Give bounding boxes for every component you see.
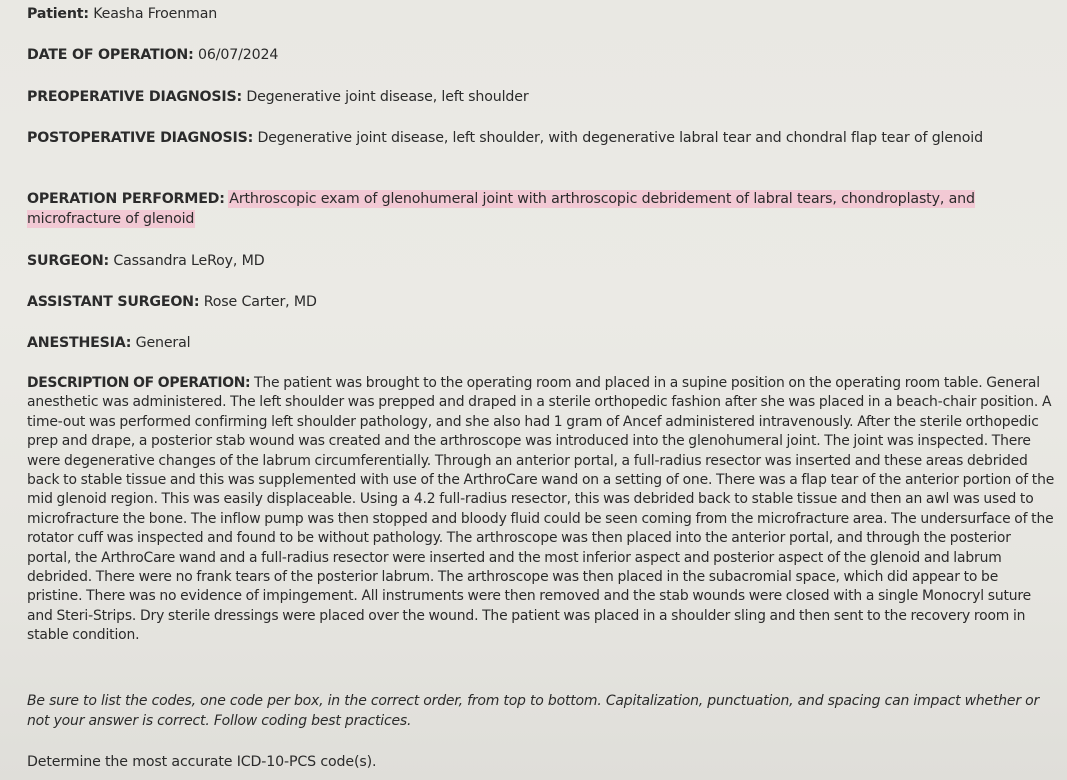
surgeon-name: Cassandra LeRoy, MD [109, 253, 265, 269]
anesthesia-line [27, 333, 1057, 353]
postoperative-diagnosis-label: POSTOPERATIVE DIAGNOSIS: [27, 130, 254, 146]
patient-name: Keasha Froenman [88, 6, 218, 22]
postoperative-diagnosis-value: Degenerative joint disease, left shoulder, with degenerative labral tear and chondral flap tear of glenoid [253, 130, 983, 146]
operation-performed-line [27, 189, 1057, 229]
operation-performed-label: OPERATION PERFORMED: [27, 191, 225, 207]
anesthesia-value: General [131, 335, 191, 351]
preoperative-diagnosis-line [27, 87, 1057, 107]
assistant-surgeon-name: Rose Carter, MD [199, 294, 317, 310]
preoperative-diagnosis-value: Degenerative joint disease, left shoulder [241, 89, 529, 105]
assistant-surgeon-line [27, 292, 1057, 312]
patient-line [27, 4, 1057, 24]
coding-instructions: Be sure to list the codes, one code per box, in the correct order, from top to bottom. Capitalization, punctuation, and spacing can impact whether or not your answer is correct. Follow coding best practices. [27, 693, 1040, 729]
description-label: DESCRIPTION OF OPERATION: [27, 375, 251, 391]
assistant-surgeon-label: ASSISTANT SURGEON: [27, 294, 200, 310]
coding-question: Determine the most accurate ICD-10-PCS code(s). [27, 754, 377, 770]
surgeon-label: SURGEON: [27, 253, 110, 269]
description-of-operation [27, 374, 1057, 646]
date-of-operation-label: DATE OF OPERATION: [27, 47, 194, 63]
patient-label: Patient: [27, 6, 89, 22]
operation-performed-value: Arthroscopic exam of glenohumeral joint with arthroscopic debridement of labral tears, chondroplasty, and microfracture of glenoid [27, 191, 975, 227]
description-text: The patient was brought to the operating room and placed in a supine position on the operating room table. General anesthetic was administered. The left shoulder was prepped and draped in a sterile orthopedic fashion after she was placed in a beach-chair position. A time-out was performed confirming left shoulder pathology, and she also had 1 gram of Ancef administered intravenously. After the sterile orthopedic prep and drape, a posterior stab wound was created and the arthroscope was introduced into the glenohumeral joint. The joint was inspected. There were degenerative changes of the labrum circumferentially. Through an anterior portal, a full-radius resector was inserted and these areas debrided back to stable tissue and this was supplemented with use of the ArthroCare wand on a setting of one. There was a flap tear of the anterior portion of the mid glenoid region. This was easily displaceable. Using a 4.2 full-radius resector, this was debrided back to stable tissue and then an awl was used to microfracture the bone. The inflow pump was then stopped and bloody fluid could be seen coming from the microfracture area. The undersurface of the rotator cuff was inspected and found to be without pathology. The arthroscope was then placed into the anterior portal, and through the posterior portal, the ArthroCare wand and a full-radius resector were inserted and the most inferior aspect and posterior aspect of the glenoid and labrum debrided. There were no frank tears of the posterior labrum. The arthroscope was then placed in the subacromial space, which did appear to be pristine. There was no evidence of impingement. All instruments were then removed and the stab wounds were closed with a single Monocryl suture and Steri-Strips. Dry sterile dressings were placed over the wound. The patient was placed in a shoulder sling and then sent to the recovery room in stable condition. [27, 375, 1055, 644]
surgeon-line [27, 251, 1057, 271]
date-of-operation-line [27, 45, 1057, 65]
postoperative-diagnosis-line [27, 128, 1057, 148]
preoperative-diagnosis-label: PREOPERATIVE DIAGNOSIS: [27, 89, 242, 105]
date-of-operation-value: 06/07/2024 [193, 47, 279, 63]
anesthesia-label: ANESTHESIA: [27, 335, 132, 351]
